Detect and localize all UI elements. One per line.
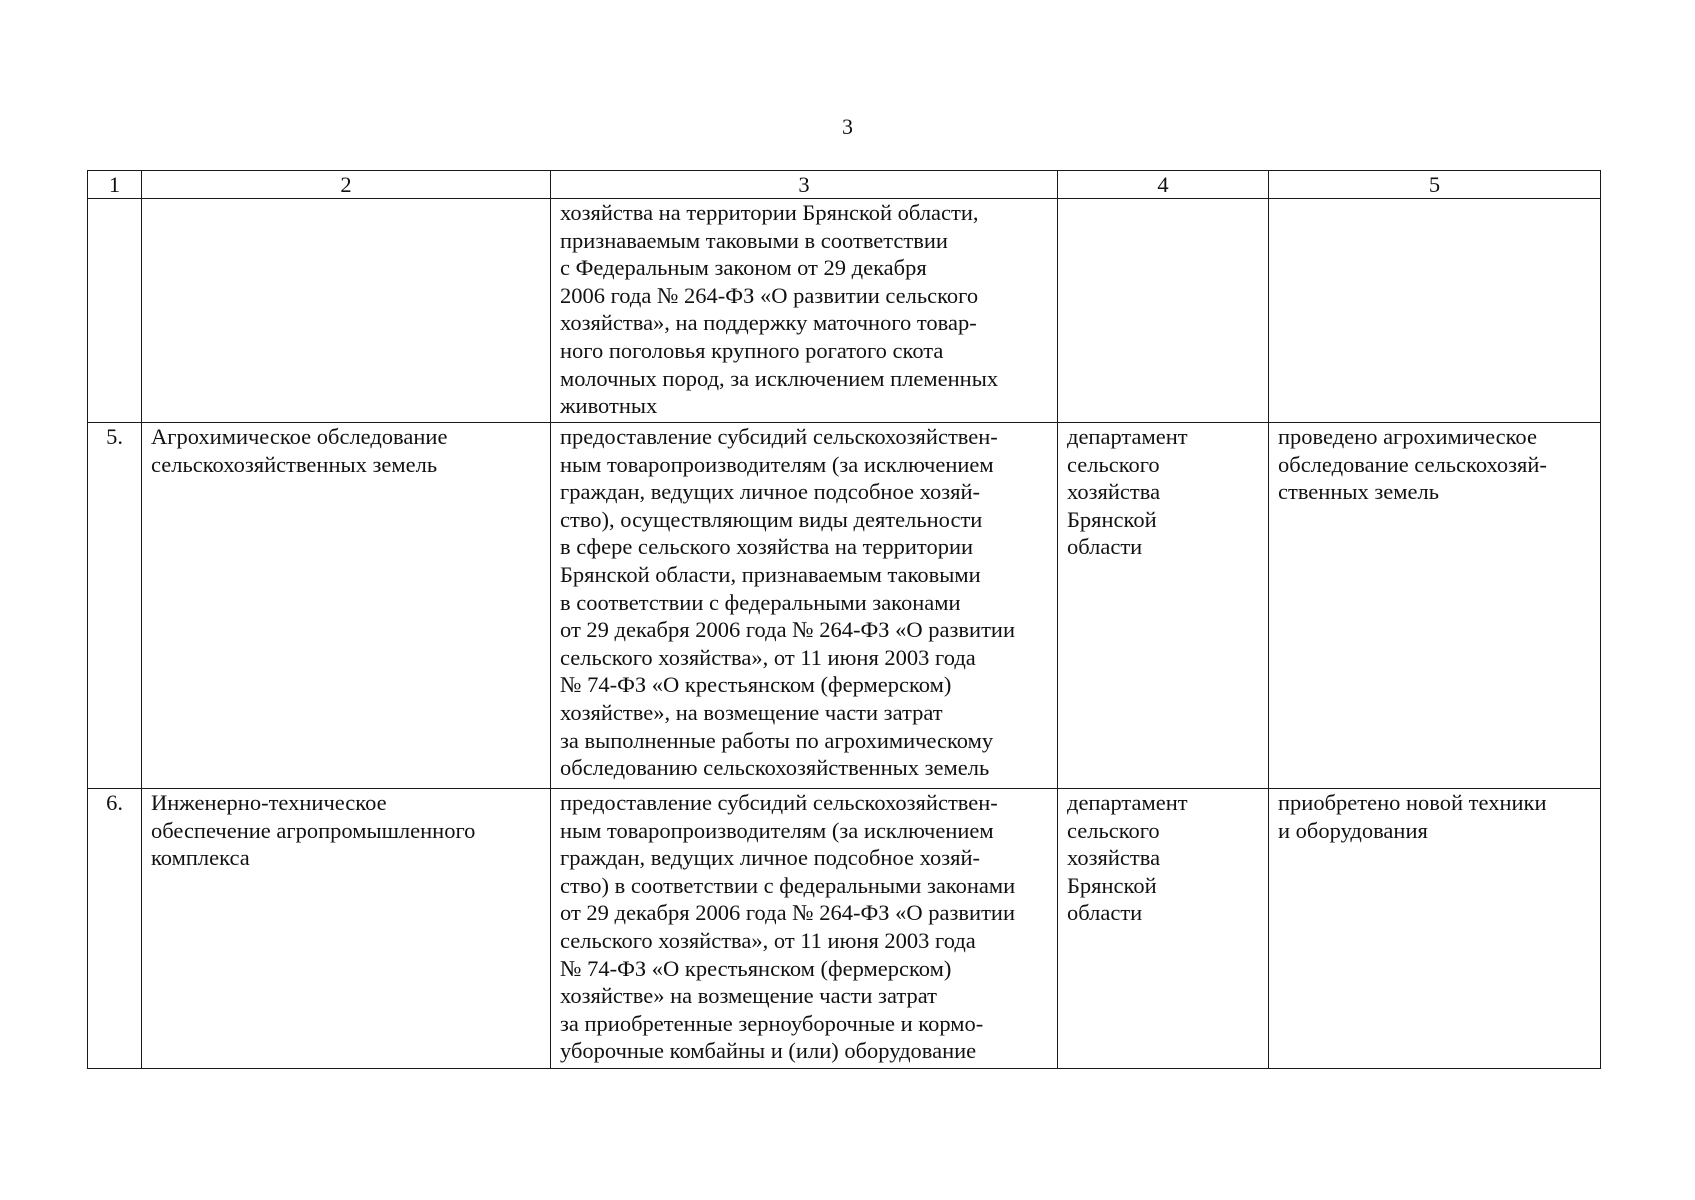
description-cell — [551, 423, 1058, 789]
table-row — [88, 199, 1601, 423]
column-header-1: 1 — [88, 171, 142, 199]
column-header-2: 2 — [142, 171, 551, 199]
measure-name-cell — [142, 789, 551, 1069]
expected-result: приобретено новой техники и оборудования — [1278, 790, 1547, 843]
result-cell — [1269, 199, 1601, 423]
column-header-3: 3 — [551, 171, 1058, 199]
expected-result: проведено агрохимическое обследование сельскохозяй- ственных земель — [1278, 424, 1547, 505]
measure-name: Инженерно-техническое обеспечение агропромышленного комплекса — [151, 790, 476, 871]
responsible-cell — [1058, 423, 1269, 789]
column-header-5: 5 — [1269, 171, 1601, 199]
measure-name: Агрохимическое обследование сельскохозяйственных земель — [151, 424, 448, 477]
measures-table — [87, 170, 1601, 1069]
page-number: 3 — [842, 114, 853, 139]
row-number — [88, 199, 142, 423]
measure-name-cell — [142, 199, 551, 423]
measure-description: предоставление субсидий сельскохозяйствен- ным товаропроизводителям (за исключением граждан, ведущих личное подсобное хозяй- ство) в соответствии с федеральными законами от 29 декабря 2006 года № 264-ФЗ «О развитии сельского хозяйства», от 11 июня 2003 года № 74-ФЗ «О крестьянском (фермерском) хозяйстве» на возмещение части затрат за приобретенные зерноуборочные и кормо- уборочные комбайны и (или) оборудование — [560, 790, 1016, 1064]
responsible-body: департамент сельского хозяйства Брянской области — [1067, 790, 1188, 926]
table-header — [88, 171, 1601, 199]
column-header-4: 4 — [1058, 171, 1269, 199]
row-number-text: 5. — [106, 424, 123, 449]
result-cell — [1269, 789, 1601, 1069]
row-number-text: 6. — [106, 790, 123, 815]
responsible-cell — [1058, 199, 1269, 423]
row-number — [88, 423, 142, 789]
table-body — [88, 199, 1601, 1069]
measure-description: предоставление субсидий сельскохозяйствен- ным товаропроизводителям (за исключением граждан, ведущих личное подсобное хозяй- ство), осуществляющим виды деятельности в сфере сельского хозяйства на территории Брянской области, признаваемым таковыми в соответствии с федеральными законами от 29 декабря 2006 года № 264-ФЗ «О развитии сельского хозяйства», от 11 июня 2003 года № 74-ФЗ «О крестьянском (фермерском) хозяйстве», на возмещение части затрат за выполненные работы по агрохимическому обследованию сельскохозяйственных земель — [560, 424, 1016, 781]
table-row — [88, 789, 1601, 1069]
description-cell — [551, 199, 1058, 423]
header-row — [88, 171, 1601, 199]
table-row — [88, 423, 1601, 789]
row-number — [88, 789, 142, 1069]
result-cell — [1269, 423, 1601, 789]
description-cell — [551, 789, 1058, 1069]
measure-name-cell — [142, 423, 551, 789]
measure-description: хозяйства на территории Брянской области, признаваемым таковыми в соответствии с Федеральным законом от 29 декабря 2006 года № 264-ФЗ «О развитии сельского хозяйства», на поддержку маточного товар- ного поголовья крупного рогатого скота молочных пород, за исключением племенных животных — [560, 200, 999, 419]
responsible-cell — [1058, 789, 1269, 1069]
responsible-body: департамент сельского хозяйства Брянской области — [1067, 424, 1188, 560]
